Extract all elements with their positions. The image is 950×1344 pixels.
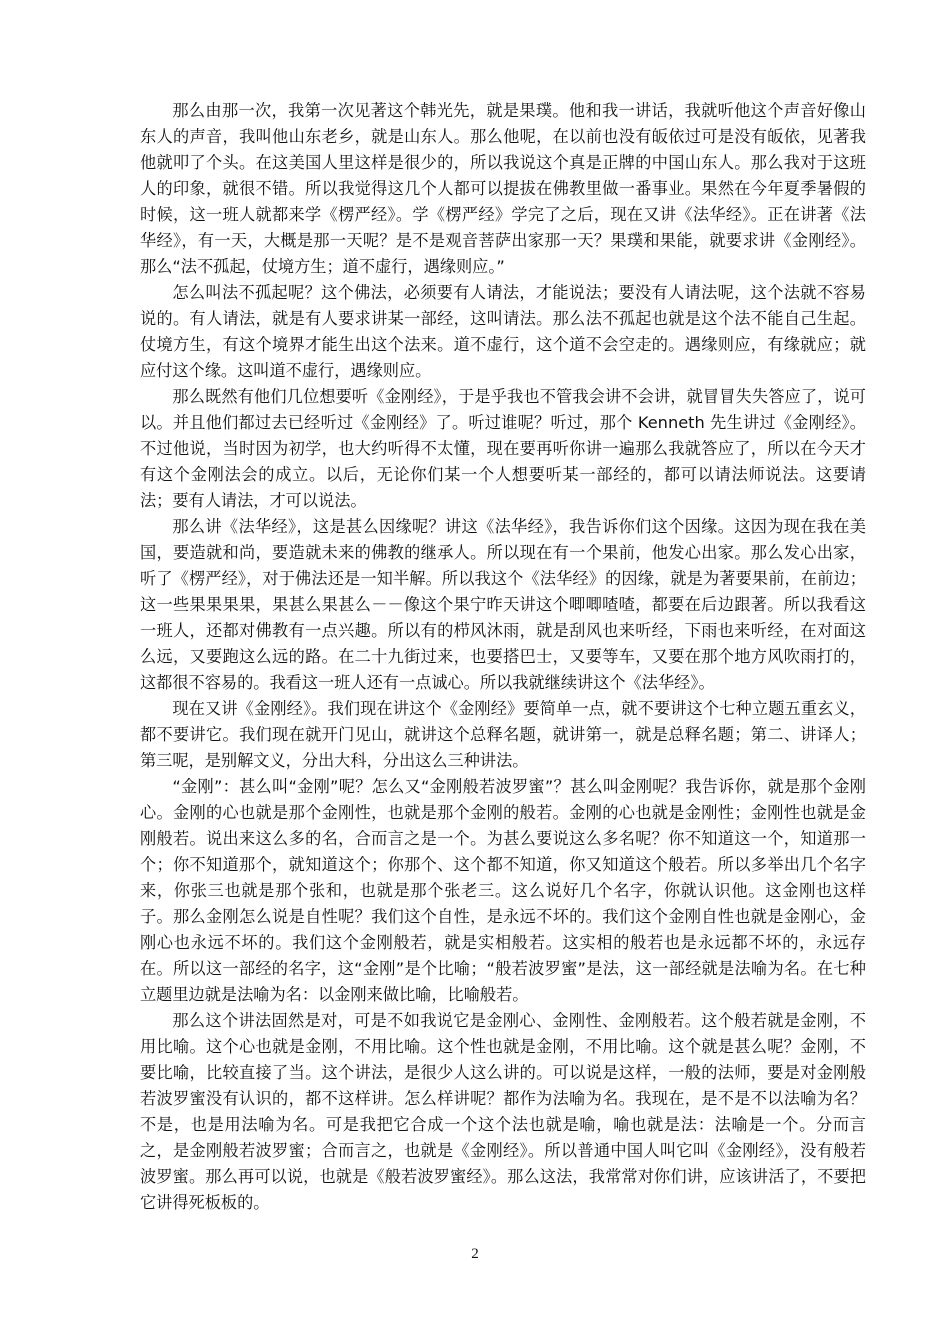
paragraph-6: “金刚”：甚么叫“金刚”呢？怎么又“金刚般若波罗蜜”？甚么叫金刚呢？我告诉你，就是那个金刚心。金刚的心也就是那个金刚性，也就是那个金刚的般若。金刚的心也就是金刚性；金刚性也就是金刚般若。说出来这么多的名，合而言之是一个。为甚么要说这么多名呢？你不知道这一个，知道那一个；你不知道那个，就知道这个；你那个、这个都不知道，你又知道这个般若。所以多举出几个名字来，你张三也就是那个张和，也就是那个张老三。这么说好几个名字，你就认识他。这金刚也这样子。那么金刚怎么说是自性呢？我们这个自性，是永远不坏的。我们这个金刚自性也就是金刚心，金刚心也永远不坏的。我们这个金刚般若，就是实相般若。这实相的般若也是永远都不坏的，永远存在。所以这一部经的名字，这“金刚”是个比喻；“般若波罗蜜”是法，这一部经就是法喻为名。在七种立题里边就是法喻为名：以金刚来做比喻，比喻般若。 <box>140 777 866 1004</box>
paragraph-3: 那么既然有他们几位想要听《金刚经》，于是乎我也不管我会讲不会讲，就冒冒失失答应了，说可以。并且他们都过去已经听过《金刚经》了。听过谁呢？听过，那个 Kenneth 先生讲过《金刚经》。不过他说，当时因为初学，也大约听得不太懂，现在要再听你讲一遍那么我就答应了，所以在今天才有这个金刚法会的成立。以后，无论你们某一个人想要听某一部经的，都可以请法师说法。这要请法；要有人请法，才可以说法。 <box>140 387 866 510</box>
paragraph-4: 那么讲《法华经》，这是甚么因缘呢？讲这《法华经》，我告诉你们这个因缘。这因为现在我在美国，要造就和尚，要造就未来的佛教的继承人。所以现在有一个果前，他发心出家。那么发心出家，听了《楞严经》，对于佛法还是一知半解。所以我这个《法华经》的因缘，就是为著要果前，在前边；这一些果果果果，果甚么果甚么－－像这个果宁昨天讲这个唧唧喳喳，都要在后边跟著。所以我看这一班人，还都对佛教有一点兴趣。所以有的栉风沐雨，就是刮风也来听经，下雨也来听经，在对面这么远，又要跑这么远的路。在二十九街过来，也要搭巴士，又要等车，又要在那个地方风吹雨打的，这都很不容易的。我看这一班人还有一点诚心。所以我就继续讲这个《法华经》。 <box>140 517 866 692</box>
paragraph-7: 那么这个讲法固然是对，可是不如我说它是金刚心、金刚性、金刚般若。这个般若就是金刚，不用比喻。这个心也就是金刚，不用比喻。这个性也就是金刚，不用比喻。这个就是甚么呢？金刚，不要比喻，比较直接了当。这个讲法，是很少人这么讲的。可以说是这样，一般的法师，要是对金刚般若波罗蜜没有认识的，都不这样讲。怎么样讲呢？都作为法喻为名。我现在，是不是不以法喻为名？不是，也是用法喻为名。可是我把它合成一个这个法也就是喻，喻也就是法：法喻是一个。分而言之，是金刚般若波罗蜜；合而言之，也就是《金刚经》。所以普通中国人叫它叫《金刚经》，没有般若波罗蜜。那么再可以说，也就是《般若波罗蜜经》。那么这法，我常常对你们讲，应该讲活了，不要把它讲得死板板的。 <box>140 1011 866 1212</box>
paragraph-5: 现在又讲《金刚经》。我们现在讲这个《金刚经》要简单一点，就不要讲这个七种立题五重玄义，都不要讲它。我们现在就开门见山，就讲这个总释名题，就讲第一，就是总释名题；第二、讲译人；第三呢，是别解文义，分出大科，分出这么三种讲法。 <box>140 699 866 770</box>
page-number: 2 <box>471 1246 479 1262</box>
paragraph-2: 怎么叫法不孤起呢？这个佛法，必须要有人请法，才能说法；要没有人请法呢，这个法就不容易说的。有人请法，就是有人要求讲某一部经，这叫请法。那么法不孤起也就是这个法不能自己生起。仗境方生，有这个境界才能生出这个法来。道不虚行，这个道不会空走的。遇缘则应，有缘就应；就应付这个缘。这叫道不虚行，遇缘则应。 <box>140 283 866 380</box>
paragraph-1: 那么由那一次，我第一次见著这个韩光先，就是果璞。他和我一讲话，我就听他这个声音好像山东人的声音，我叫他山东老乡，就是山东人。那么他呢，在以前也没有皈依过可是没有皈依，见著我他就叩了个头。在这美国人里这样是很少的，所以我说这个真是正牌的中国山东人。那么我对于这班人的印象，就很不错。所以我觉得这几个人都可以提拔在佛教里做一番事业。果然在今年夏季暑假的时候，这一班人就都来学《楞严经》。学《楞严经》学完了之后，现在又讲《法华经》。正在讲著《法华经》，有一天，大概是那一天呢？是不是观音菩萨出家那一天？果璞和果能，就要求讲《金刚经》。那么“法不孤起，仗境方生；道不虚行，遇缘则应。” <box>140 101 866 276</box>
document-page <box>140 98 866 1216</box>
